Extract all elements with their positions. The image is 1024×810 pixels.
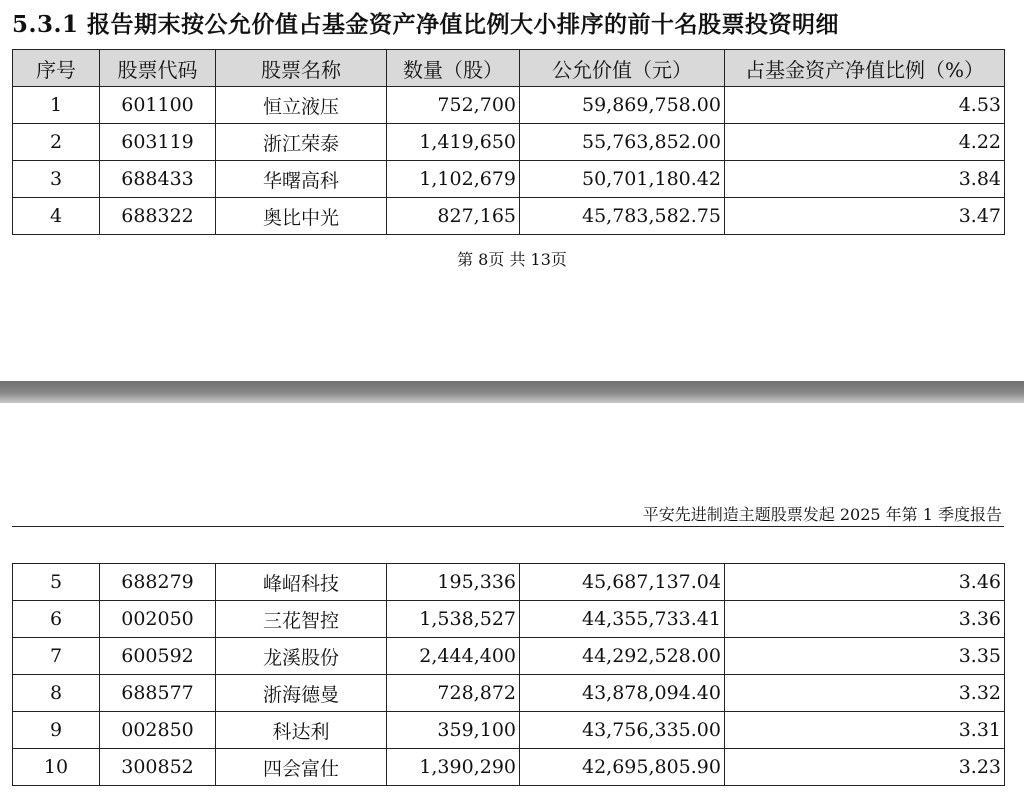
cell-nav-ratio: 3.84 [725, 161, 1005, 198]
cell-serial-number: 8 [13, 675, 100, 712]
cell-fair-value: 45,687,137.04 [520, 564, 725, 601]
cell-quantity: 2,444,400 [387, 638, 520, 675]
cell-stock-name: 龙溪股份 [216, 638, 387, 675]
cell-fair-value: 43,878,094.40 [520, 675, 725, 712]
cell-fair-value: 45,783,582.75 [520, 198, 725, 235]
cell-nav-ratio: 3.23 [725, 749, 1005, 786]
cell-stock-code: 603119 [100, 124, 216, 161]
cell-quantity: 359,100 [387, 712, 520, 749]
cell-fair-value: 42,695,805.90 [520, 749, 725, 786]
cell-nav-ratio: 3.47 [725, 198, 1005, 235]
table-row [13, 161, 1005, 198]
header-nav-ratio: 占基金资产净值比例（%） [725, 50, 1005, 87]
cell-nav-ratio: 4.53 [725, 87, 1005, 124]
header-fair-value: 公允价值（元） [520, 50, 725, 87]
cell-nav-ratio: 3.46 [725, 564, 1005, 601]
table-row [13, 87, 1005, 124]
header-rule [12, 526, 1004, 527]
cell-stock-code: 300852 [100, 749, 216, 786]
report-header-title: 平安先进制造主题股票发起 2025 年第 1 季度报告 [642, 505, 1002, 524]
cell-quantity: 1,102,679 [387, 161, 520, 198]
cell-stock-code: 688433 [100, 161, 216, 198]
cell-stock-code: 688279 [100, 564, 216, 601]
cell-fair-value: 44,292,528.00 [520, 638, 725, 675]
cell-stock-code: 688577 [100, 675, 216, 712]
cell-serial-number: 9 [13, 712, 100, 749]
stock-holdings-table-page-9 [12, 563, 1005, 786]
table-row [13, 564, 1005, 601]
cell-nav-ratio: 3.35 [725, 638, 1005, 675]
table-header-row [13, 50, 1005, 87]
table-row [13, 198, 1005, 235]
cell-nav-ratio: 4.22 [725, 124, 1005, 161]
cell-stock-name: 奥比中光 [216, 198, 387, 235]
cell-stock-code: 002850 [100, 712, 216, 749]
cell-stock-code: 601100 [100, 87, 216, 124]
cell-quantity: 1,419,650 [387, 124, 520, 161]
cell-stock-name: 科达利 [216, 712, 387, 749]
cell-stock-name: 浙海德曼 [216, 675, 387, 712]
cell-stock-code: 002050 [100, 601, 216, 638]
cell-stock-name: 峰岹科技 [216, 564, 387, 601]
page-number: 第 8页 共 13页 [457, 250, 567, 269]
cell-fair-value: 55,763,852.00 [520, 124, 725, 161]
header-stock-name: 股票名称 [216, 50, 387, 87]
header-quantity: 数量（股） [387, 50, 520, 87]
cell-nav-ratio: 3.36 [725, 601, 1005, 638]
cell-quantity: 1,538,527 [387, 601, 520, 638]
cell-stock-name: 华曙高科 [216, 161, 387, 198]
cell-nav-ratio: 3.32 [725, 675, 1005, 712]
cell-nav-ratio: 3.31 [725, 712, 1005, 749]
cell-quantity: 195,336 [387, 564, 520, 601]
cell-stock-name: 四会富仕 [216, 749, 387, 786]
table-row [13, 749, 1005, 786]
table-row [13, 638, 1005, 675]
cell-serial-number: 1 [13, 87, 100, 124]
cell-quantity: 728,872 [387, 675, 520, 712]
cell-stock-name: 浙江荣泰 [216, 124, 387, 161]
header-serial-number: 序号 [13, 50, 100, 87]
cell-fair-value: 43,756,335.00 [520, 712, 725, 749]
page-divider [0, 381, 1024, 403]
cell-serial-number: 7 [13, 638, 100, 675]
cell-serial-number: 4 [13, 198, 100, 235]
cell-quantity: 827,165 [387, 198, 520, 235]
cell-quantity: 1,390,290 [387, 749, 520, 786]
cell-stock-code: 600592 [100, 638, 216, 675]
stock-holdings-table-page-8 [12, 49, 1005, 235]
cell-fair-value: 50,701,180.42 [520, 161, 725, 198]
header-stock-code: 股票代码 [100, 50, 216, 87]
cell-fair-value: 59,869,758.00 [520, 87, 725, 124]
cell-fair-value: 44,355,733.41 [520, 601, 725, 638]
cell-serial-number: 3 [13, 161, 100, 198]
cell-quantity: 752,700 [387, 87, 520, 124]
table-row [13, 675, 1005, 712]
cell-serial-number: 10 [13, 749, 100, 786]
table-row [13, 712, 1005, 749]
cell-stock-name: 三花智控 [216, 601, 387, 638]
cell-stock-name: 恒立液压 [216, 87, 387, 124]
cell-serial-number: 6 [13, 601, 100, 638]
table-row [13, 124, 1005, 161]
cell-serial-number: 5 [13, 564, 100, 601]
cell-stock-code: 688322 [100, 198, 216, 235]
table-row [13, 601, 1005, 638]
cell-serial-number: 2 [13, 124, 100, 161]
section-title: 5.3.1 报告期末按公允价值占基金资产净值比例大小排序的前十名股票投资明细 [12, 11, 840, 38]
